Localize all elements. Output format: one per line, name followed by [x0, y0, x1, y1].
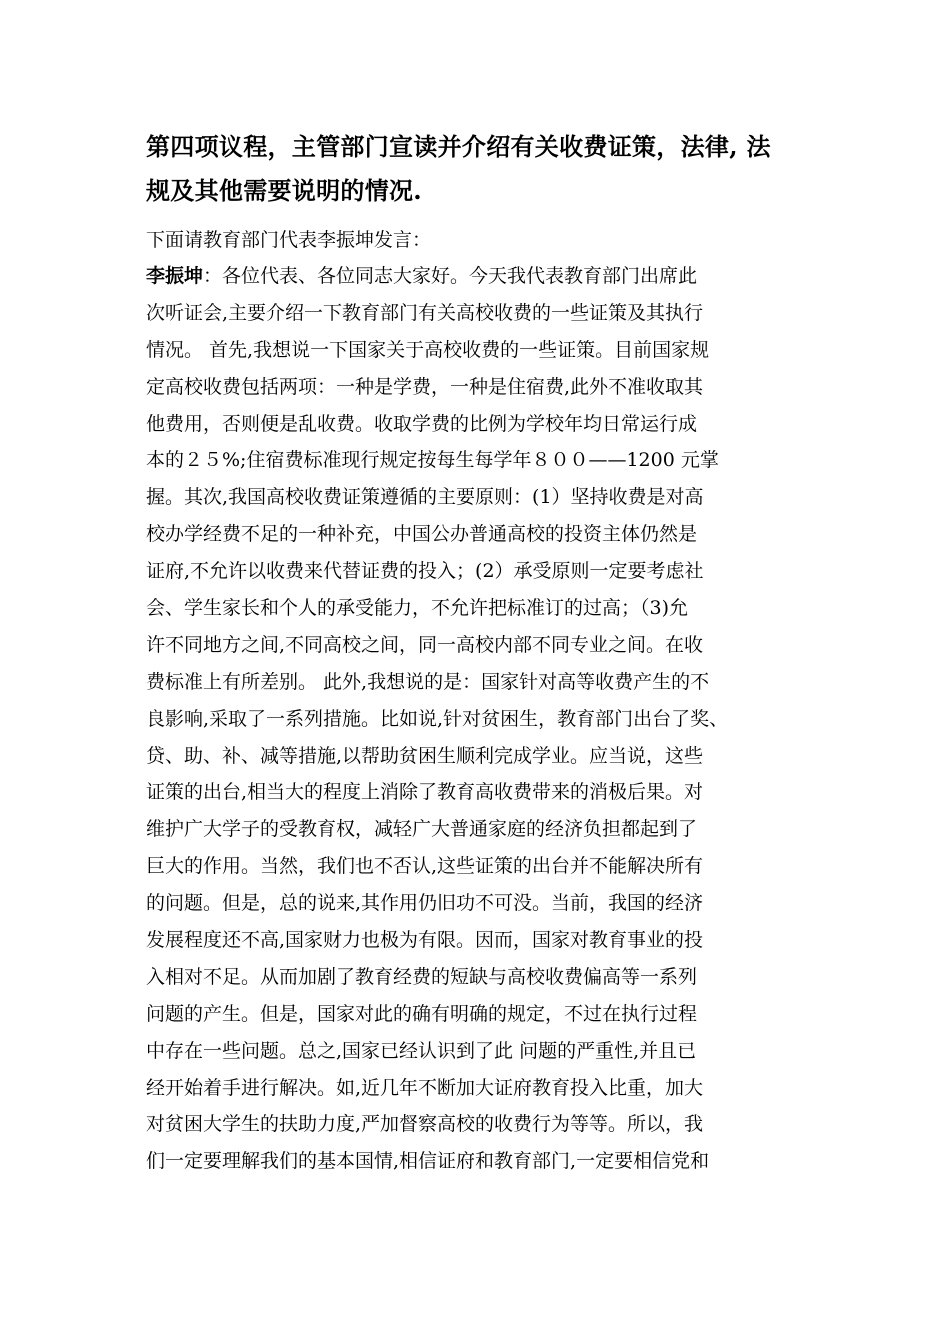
speech-line: 费标准上有所差别。 此外,我想说的是：国家针对高等收费产生的不: [146, 670, 710, 693]
speech-line: 会、学生家长和个人的承受能力，不允许把标准订的过高；（3)允: [146, 597, 689, 620]
speech-line: 证策的出台,相当大的程度上消除了教育高收费带来的消极后果。对: [146, 781, 704, 804]
speech-line: 维护广大学子的受教育权，减轻广大普通家庭的经济负担都起到了: [146, 818, 698, 841]
speech-text: ：各位代表、各位同志大家好。今天我代表教育部门出席此: [203, 265, 698, 287]
heading-line: 规及其他需要说明的情况.: [146, 176, 422, 205]
intro-line: 下面请教育部门代表李振坤发言：: [146, 229, 432, 251]
speech-body: [146, 258, 826, 1180]
agenda-heading: [146, 125, 826, 213]
speech-line: 定高校收费包括两项：一种是学费，一种是住宿费,此外不准收取其: [146, 375, 704, 398]
speech-line: 次听证会,主要介绍一下教育部门有关高校收费的一些证策及其执行: [146, 301, 704, 324]
speech-first-line: [146, 258, 826, 295]
speech-line: 经开始着手进行解决。如,近几年不断加大证府教育投入比重，加大: [146, 1076, 704, 1099]
speech-line: 问题的产生。但是，国家对此的确有明确的规定，不过在执行过程: [146, 1002, 698, 1025]
speech-line: 们一定要理解我们的基本国情,相信证府和教育部门,一定要相信党和: [146, 1150, 710, 1173]
speech-line: 他费用，否则便是乱收费。收取学费的比例为学校年均日常运行成: [146, 412, 698, 435]
speech-line: 证府,不允许以收费来代替证费的投入；(2）承受原则一定要考虑社: [146, 560, 704, 583]
speech-line: 发展程度还不高,国家财力也极为有限。因而，国家对教育事业的投: [146, 929, 704, 952]
speech-line: 本的２５%;住宿费标准现行规定按每生每学年８００——1200 元掌: [146, 449, 719, 472]
speech-line: 情况。 首先,我想说一下国家关于高校收费的一些证策。目前国家规: [146, 338, 710, 361]
speech-line: 校办学经费不足的一种补充，中国公办普通高校的投资主体仍然是: [146, 523, 698, 546]
heading-line: 第四项议程，主管部门宣读并介绍有关收费证策，法律, 法: [146, 132, 771, 161]
speech-line: 许不同地方之间,不同高校之间，同一高校内部不同专业之间。在收: [146, 633, 704, 656]
speech-line: 握。其次,我国高校收费证策遵循的主要原则：(1）坚持收费是对高: [146, 486, 704, 509]
speech-line: 良影响,采取了一系列措施。比如说,针对贫困生，教育部门出台了奖、: [146, 707, 729, 730]
speech-line: 贷、助、补、减等措施,以帮助贫困生顺利完成学业。应当说，这些: [146, 744, 704, 767]
speech-line: 中存在一些问题。总之,国家已经认识到了此 问题的严重性,并且已: [146, 1039, 697, 1062]
speech-line: 巨大的作用。当然，我们也不否认,这些证策的出台并不能解决所有: [146, 855, 704, 878]
speech-line: 的问题。但是，总的说来,其作用仍旧功不可没。当前，我国的经济: [146, 892, 704, 915]
speaker-name: 李振坤: [146, 265, 204, 287]
speech-line: 对贫困大学生的扶助力度,严加督察高校的收费行为等等。所以，我: [146, 1113, 704, 1136]
speech-line: 入相对不足。从而加剧了教育经费的短缺与高校收费偏高等一系列: [146, 965, 698, 988]
